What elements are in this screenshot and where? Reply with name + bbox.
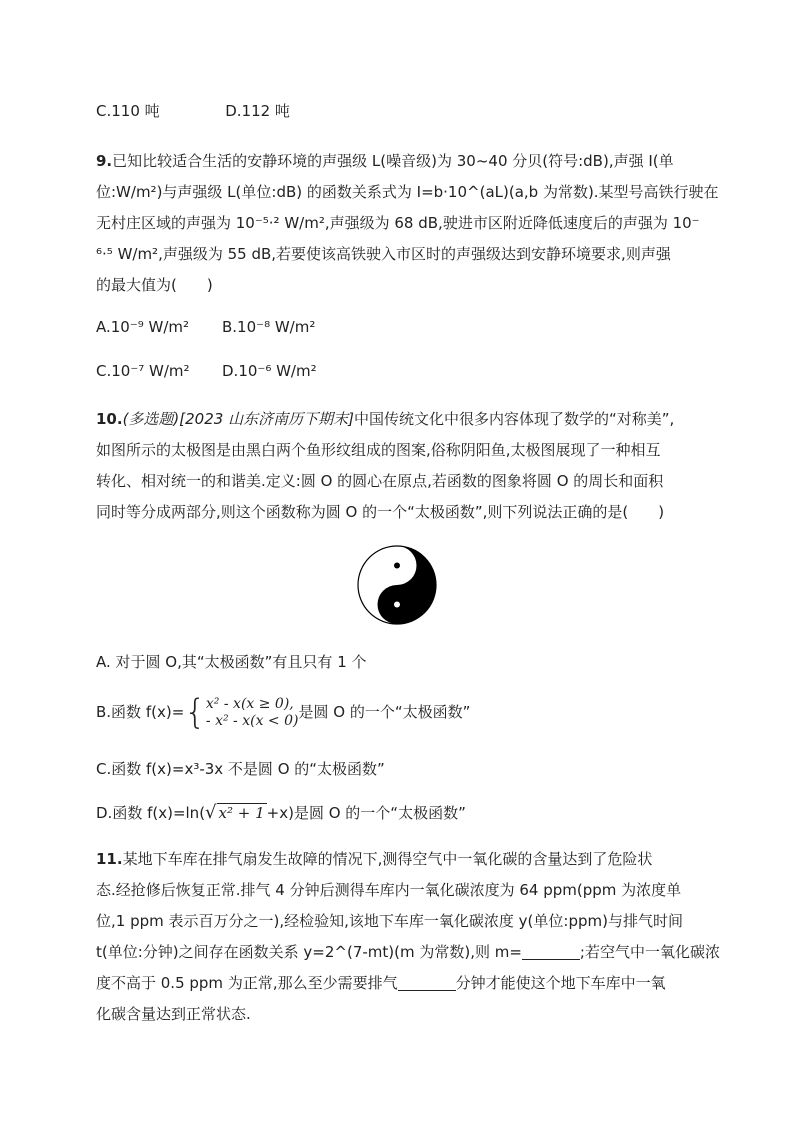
q11-line-5-b: 分钟才能使这个地下车库中一氧 [455, 974, 666, 992]
question-10 [96, 404, 696, 528]
q10-option-b-suffix: 是圆 O 的一个“太极函数” [298, 703, 471, 721]
piecewise-function [206, 696, 299, 730]
q9-option-b: B.10⁻⁸ W/m² [222, 318, 316, 336]
q11-line-4 [96, 937, 720, 968]
prev-options-row [96, 100, 290, 122]
q10-line-3: 转化、相对统一的和谐美.定义:圆 O 的圆心在原点,若函数的图象将圆 O 的周长和面积 [96, 472, 664, 490]
q11-line-1: 某地下车库在排气扇发生故障的情况下,测得空气中一氧化碳的含量达到了危险状 [122, 850, 653, 868]
question-9 [96, 146, 719, 301]
q10-line-2: 如图所示的太极图是由黑白两个鱼形纹组成的图案,俗称阴阳鱼,太极图展现了一种相互 [96, 441, 661, 459]
question-10-tag: (多选题)[2023 山东济南历下期末] [122, 410, 354, 428]
piecewise-brace: { [184, 692, 206, 733]
sqrt-sign-icon: √ [205, 802, 217, 823]
answer-blank-m[interactable] [522, 945, 580, 960]
prev-option-c: C.110 吨 [96, 102, 160, 120]
question-9-number: 9. [96, 152, 113, 170]
q11-line-5 [96, 968, 696, 999]
q11-line-3: 位,1 ppm 表示百万分之一),经检验知,该地下车库一氧化碳浓度 y(单位:ppm)与排气时间 [96, 912, 683, 930]
q11-line-4-b: ;若空气中一氧化碳浓 [579, 943, 720, 961]
q9-line-2: 位:W/m²)与声强级 L(单位:dB) 的函数关系式为 I=b·10^(aL)(a,b 为常数).某型号高铁行驶在 [96, 183, 719, 201]
answer-blank-minutes[interactable] [398, 976, 456, 991]
q10-option-b [96, 692, 470, 732]
prev-option-d: D.112 吨 [225, 102, 290, 120]
q9-line-4: ⁶·⁵ W/m²,声强级为 55 dB,若要使该高铁驶入市区时的声强级达到安静环境要求,则声强 [96, 245, 671, 263]
q10-option-d-prefix: D.函数 f(x)=ln( [96, 804, 206, 822]
question-10-number: 10. [96, 410, 123, 428]
piece-1: x² - x(x ≥ 0), [205, 695, 294, 712]
q10-option-b-prefix: B.函数 f(x)= [96, 703, 185, 721]
q10-option-d [96, 802, 466, 824]
q9-line-1: 已知比较适合生活的安静环境的声强级 L(噪音级)为 30~40 分贝(符号:dB),声强 I(单 [112, 152, 674, 170]
taiji-white-dot [394, 602, 400, 608]
q9-option-c: C.10⁻⁷ W/m² [96, 362, 190, 380]
q9-option-a: A.10⁻⁹ W/m² [96, 318, 190, 336]
piece-2: - x² - x(x < 0) [205, 712, 299, 729]
question-11-number: 11. [96, 850, 123, 868]
q9-options-row-2 [96, 360, 317, 382]
q9-options-row-1 [96, 316, 315, 338]
taiji-diagram [356, 544, 438, 626]
q10-line-1: 中国传统文化中很多内容体现了数学的“对称美”, [353, 410, 675, 428]
q9-option-d: D.10⁻⁶ W/m² [222, 362, 317, 380]
q9-line-5: 的最大值为( ) [96, 276, 213, 294]
q10-option-a: A. 对于圆 O,其“太极函数”有且只有 1 个 [96, 653, 367, 671]
q11-line-2: 态.经抢修后恢复正常.排气 4 分钟后测得车库内一氧化碳浓度为 64 ppm(ppm 为浓度单 [96, 881, 682, 899]
q9-line-3: 无村庄区域的声强为 10⁻⁵·² W/m²,声强级为 68 dB,驶进市区附近降低速度后的声强为 10⁻ [96, 214, 700, 232]
sqrt-radicand: x² + 1 [218, 804, 265, 822]
q11-line-5-a: 度不高于 0.5 ppm 为正常,那么至少需要排气 [96, 974, 398, 992]
q10-line-4: 同时等分成两部分,则这个函数称为圆 O 的一个“太极函数”,则下列说法正确的是( ) [96, 503, 665, 521]
q10-option-d-suffix: +x)是圆 O 的一个“太极函数” [266, 804, 466, 822]
question-11 [96, 844, 720, 1030]
q11-line-4-a: t(单位:分钟)之间存在函数关系 y=2^(7-mt)(m 为常数),则 m= [96, 943, 522, 961]
q10-option-c: C.函数 f(x)=x³-3x 不是圆 O 的“太极函数” [96, 760, 385, 778]
q11-line-6: 化碳含量达到正常状态. [96, 1005, 251, 1023]
taiji-black-dot [394, 563, 400, 569]
